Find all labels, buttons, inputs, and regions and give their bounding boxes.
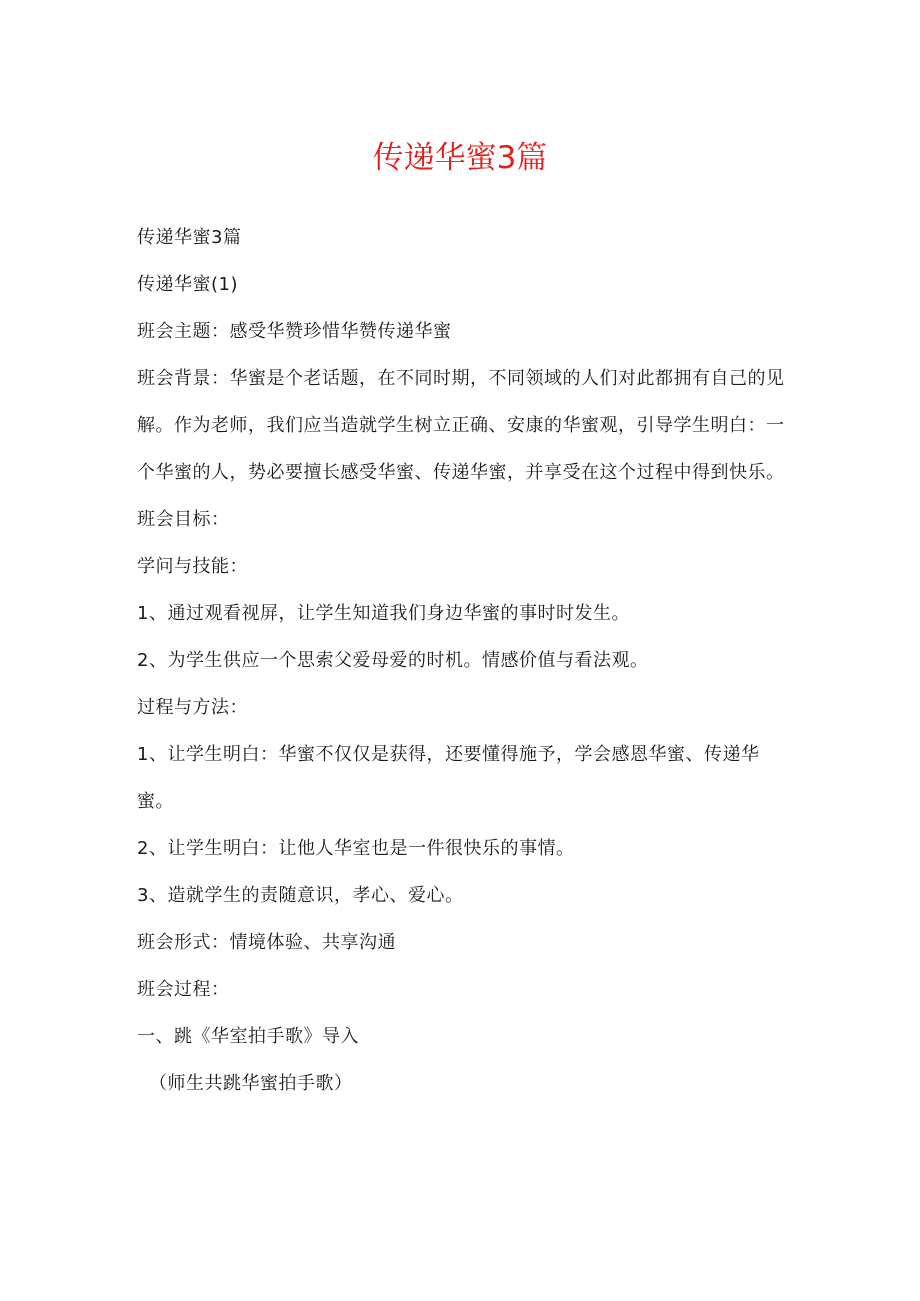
paragraph-knowledge-label: 学问与技能： (137, 556, 248, 577)
paragraph-section-title: 传递华蜜(1) (137, 274, 238, 295)
paragraph-theme: 班会主题：感受华赞珍惜华赞传递华蜜 (137, 321, 452, 342)
document-body (137, 214, 787, 1107)
document-title: 传递华蜜3篇 (372, 140, 548, 176)
paragraph-item: 3、造就学生的责随意识，孝心、爱心。 (137, 885, 464, 906)
paragraph-item: 1、让学生明白：华蜜不仅仅是获得，还要懂得施予，学会感恩华蜜、传递华蜜。 (137, 744, 760, 812)
paragraph-process-label: 过程与方法： (137, 697, 248, 718)
paragraph-item: 2、为学生供应一个思索父爱母爱的时机。情感价值与看法观。 (137, 650, 649, 671)
paragraph-goals-label: 班会目标： (137, 509, 230, 530)
paragraph-heading: 传递华蜜3篇 (137, 227, 242, 248)
paragraph-step: 一、跳《华室拍手歌》导入 (137, 1026, 359, 1047)
paragraph-note: （师生共跳华蜜拍手歌） (149, 1073, 353, 1094)
paragraph-procedure-label: 班会过程： (137, 979, 230, 1000)
paragraph-form: 班会形式：情境体验、共享沟通 (137, 932, 396, 953)
paragraph-item: 1、通过观看视屏，让学生知道我们身边华蜜的事时时发生。 (137, 603, 630, 624)
paragraph-item: 2、让学生明白：让他人华室也是一件很快乐的事情。 (137, 838, 575, 859)
paragraph-background: 班会背景：华蜜是个老话题，在不同时期，不同领域的人们对此都拥有自己的见解。作为老师，我们应当造就学生树立正确、安康的华蜜观，引导学生明白：一个华蜜的人，势必要擅长感受华蜜、传递华蜜，并享受在这个过程中得到快乐。 (137, 368, 785, 483)
